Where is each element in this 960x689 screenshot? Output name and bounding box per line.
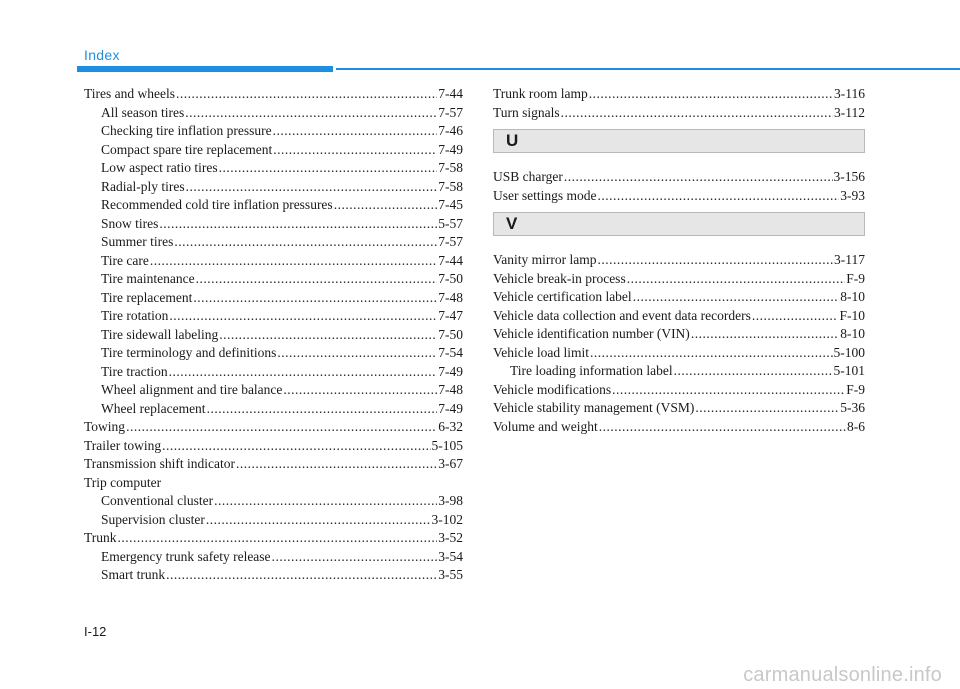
entry-page: 7-58	[438, 160, 463, 175]
index-entry	[493, 168, 865, 187]
entry-page: F-10	[839, 307, 865, 323]
t-continued-entries	[493, 85, 865, 122]
dot-leader	[590, 344, 833, 363]
dot-leader	[176, 85, 437, 104]
dot-leader	[561, 104, 833, 123]
page-number: I-12	[84, 624, 107, 639]
entry-text: Volume and weight	[493, 418, 598, 434]
entry-page: 7-46	[438, 123, 463, 138]
index-entry	[493, 251, 865, 270]
entry-text: Vehicle stability management (VSM)	[493, 400, 695, 415]
entry-page: 7-49	[438, 363, 463, 379]
entry-text: Tire terminology and definitions	[101, 345, 277, 360]
index-entry	[84, 511, 463, 530]
entry-page: 7-48	[438, 382, 463, 397]
entry-page: 7-47	[438, 308, 463, 323]
index-entry	[493, 344, 865, 363]
entry-page: 7-57	[438, 104, 463, 120]
dot-leader	[169, 363, 438, 382]
entry-page: 7-48	[438, 289, 463, 305]
index-entry	[84, 85, 463, 104]
entry-page: 7-49	[438, 141, 463, 157]
entry-text: Radial-ply tires	[101, 178, 185, 194]
dot-leader	[272, 548, 438, 567]
entry-text: Tire maintenance	[101, 271, 195, 286]
entry-text: Vehicle break-in process	[493, 270, 626, 286]
index-entry	[493, 381, 865, 400]
entry-page: 5-105	[431, 437, 463, 453]
dot-leader	[219, 326, 437, 345]
section-letter-v: V	[506, 214, 518, 233]
entry-text: Vehicle load limit	[493, 344, 589, 360]
entry-text: Transmission shift indicator	[84, 456, 236, 471]
index-entry	[493, 362, 865, 381]
dot-leader	[283, 381, 437, 400]
entry-text: Tire loading information label	[510, 363, 673, 378]
dot-leader	[273, 122, 438, 141]
entry-text: Vehicle modifications	[493, 381, 612, 397]
dot-leader	[126, 418, 437, 437]
entry-text: Tire replacement	[101, 289, 193, 305]
entry-text: Wheel alignment and tire balance	[101, 382, 283, 397]
entry-text: Tire care	[101, 252, 149, 268]
index-entry	[84, 437, 463, 456]
entry-page: 7-44	[438, 86, 463, 101]
entry-page: 3-102	[431, 511, 463, 527]
header-rule-thick	[77, 66, 333, 72]
index-entry	[84, 104, 463, 123]
entry-page: 3-156	[833, 169, 865, 184]
dot-leader	[589, 85, 833, 104]
entry-page: 7-44	[438, 252, 463, 268]
entry-text: Trip computer	[84, 474, 162, 490]
index-entry	[84, 141, 463, 160]
entry-page: 8-6	[847, 418, 865, 434]
entry-page: 3-93	[840, 187, 865, 203]
index-entry	[493, 288, 865, 307]
entry-page: 3-52	[438, 530, 463, 545]
index-entry	[493, 187, 865, 206]
header-rule-thin	[336, 68, 960, 70]
index-entry	[84, 270, 463, 289]
dot-leader	[196, 270, 438, 289]
entry-text: Emergency trunk safety release	[101, 548, 271, 564]
dot-leader	[186, 178, 438, 197]
entry-page: 7-45	[438, 197, 463, 212]
dot-leader	[598, 187, 840, 206]
index-entry	[84, 178, 463, 197]
dot-leader	[150, 252, 437, 271]
index-entry	[84, 381, 463, 400]
entry-page: 5-101	[833, 363, 865, 378]
index-entry	[84, 307, 463, 326]
entry-text: Towing	[84, 419, 126, 434]
entry-text: Summer tires	[101, 234, 174, 249]
dot-leader	[564, 168, 833, 187]
entry-page: F-9	[846, 381, 865, 397]
index-entry	[84, 566, 463, 585]
dot-leader	[334, 196, 438, 215]
dot-leader	[219, 159, 438, 178]
index-entry	[84, 252, 463, 271]
entry-page: 7-50	[438, 271, 463, 286]
entry-text: Trunk	[84, 530, 117, 545]
entry-text: All season tires	[101, 104, 185, 120]
index-column-right	[493, 85, 865, 436]
index-entry	[493, 418, 865, 437]
dot-leader	[207, 400, 438, 419]
entry-page: 7-57	[438, 234, 463, 249]
dot-leader	[597, 251, 833, 270]
dot-leader	[206, 511, 431, 530]
dot-leader	[214, 492, 437, 511]
dot-leader	[118, 529, 438, 548]
entry-text: Vehicle identification number (VIN)	[493, 326, 690, 341]
entry-page: 3-116	[834, 86, 865, 101]
entry-page: 8-10	[840, 326, 865, 341]
entry-page: 5-57	[438, 215, 463, 231]
index-entry	[84, 326, 463, 345]
entry-text: Snow tires	[101, 215, 159, 231]
index-entry	[84, 529, 463, 548]
index-entry	[493, 325, 865, 344]
index-entry	[84, 363, 463, 382]
entry-text: Conventional cluster	[101, 493, 214, 508]
section-header-u	[493, 129, 865, 153]
entry-page: 8-10	[840, 289, 865, 304]
index-entry	[84, 418, 463, 437]
dot-leader	[674, 362, 833, 381]
dot-leader	[633, 288, 840, 307]
entry-text: Tire traction	[101, 363, 168, 379]
entry-page: 3-55	[438, 567, 463, 582]
entry-page: 6-32	[438, 419, 463, 434]
index-entry	[84, 474, 463, 493]
entry-page: 7-49	[438, 400, 463, 416]
index-entry	[84, 492, 463, 511]
entry-text: Low aspect ratio tires	[101, 160, 218, 175]
entry-text: Trunk room lamp	[493, 86, 588, 101]
entry-page: 7-54	[438, 345, 463, 360]
entry-text: Turn signals	[493, 104, 560, 120]
dot-leader	[159, 215, 437, 234]
entry-page: 7-58	[438, 178, 463, 194]
index-entry	[84, 122, 463, 141]
entry-page: 5-100	[833, 344, 865, 360]
index-entry	[493, 399, 865, 418]
entry-text: User settings mode	[493, 187, 597, 203]
entry-page: 3-54	[438, 548, 463, 564]
index-entry	[493, 104, 865, 123]
index-entry	[84, 455, 463, 474]
index-entry	[84, 289, 463, 308]
entry-text: Supervision cluster	[101, 511, 205, 527]
u-entries	[493, 168, 865, 205]
entry-page: 3-98	[438, 493, 463, 508]
dot-leader	[169, 307, 437, 326]
entry-text: Smart trunk	[101, 567, 166, 582]
entry-text: Checking tire inflation pressure	[101, 123, 272, 138]
dot-leader	[695, 399, 839, 418]
entry-page: 3-112	[834, 104, 865, 120]
dot-leader	[193, 289, 437, 308]
dot-leader	[752, 307, 839, 326]
index-entry	[84, 548, 463, 567]
entry-text: Trailer towing	[84, 437, 162, 453]
dot-leader	[185, 104, 437, 123]
entry-text: Tires and wheels	[84, 86, 175, 101]
dot-leader	[627, 270, 846, 289]
dot-leader	[691, 325, 839, 344]
entry-text: Vehicle certification label	[493, 289, 632, 304]
index-entry	[493, 270, 865, 289]
entry-text: Vehicle data collection and event data recorders	[493, 307, 751, 323]
dot-leader	[174, 233, 437, 252]
entry-text: Tire rotation	[101, 308, 169, 323]
index-column-left	[84, 85, 463, 585]
index-entry	[84, 159, 463, 178]
entry-page: 3-67	[438, 456, 463, 471]
dot-leader	[236, 455, 437, 474]
index-entry	[84, 215, 463, 234]
dot-leader	[277, 344, 437, 363]
dot-leader	[612, 381, 845, 400]
entry-text: Vanity mirror lamp	[493, 252, 597, 267]
dot-leader	[273, 141, 437, 160]
dot-leader	[166, 566, 437, 585]
entry-text: Compact spare tire replacement	[101, 141, 273, 157]
index-entry	[493, 85, 865, 104]
index-entry	[84, 233, 463, 252]
section-letter-u: U	[506, 131, 519, 150]
entry-page: 3-117	[834, 252, 865, 267]
index-entry	[493, 307, 865, 326]
entry-page: F-9	[846, 270, 865, 286]
entry-text: Recommended cold tire inflation pressures	[101, 197, 333, 212]
entry-text: Wheel replacement	[101, 400, 206, 416]
entry-text: Tire sidewall labeling	[101, 326, 219, 342]
entry-text: USB charger	[493, 169, 563, 184]
index-header-label: Index	[84, 47, 120, 63]
dot-leader	[599, 418, 846, 437]
index-entry	[84, 400, 463, 419]
entry-page: 5-36	[840, 400, 865, 415]
entry-page: 7-50	[438, 326, 463, 342]
index-entry	[84, 344, 463, 363]
v-entries	[493, 251, 865, 436]
watermark: carmanualsonline.info	[743, 664, 942, 686]
index-entry	[84, 196, 463, 215]
dot-leader	[162, 437, 430, 456]
section-header-v	[493, 212, 865, 236]
